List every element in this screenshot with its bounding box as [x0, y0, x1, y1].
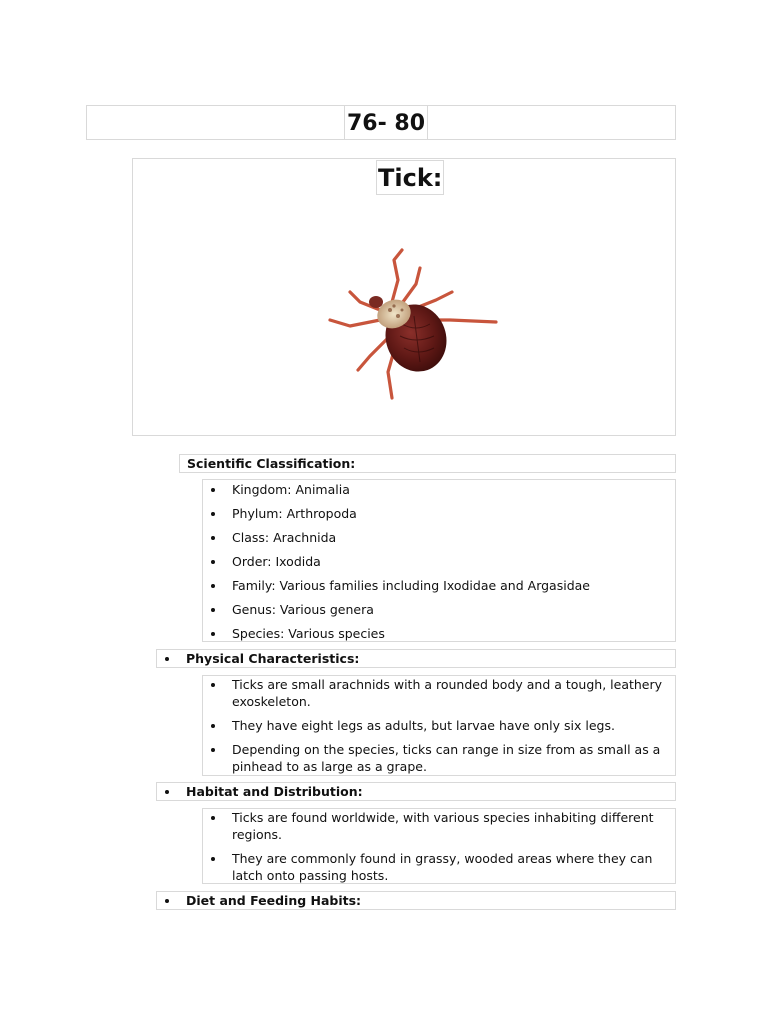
- classification-list: [202, 479, 676, 642]
- list-item: Phylum: Arthropoda: [232, 505, 668, 522]
- list-item: Kingdom: Animalia: [232, 481, 668, 498]
- list-item: They have eight legs as adults, but larvae have only six legs.: [232, 717, 668, 734]
- section-heading-habitat: Habitat and Distribution:: [156, 782, 676, 801]
- list-item: Species: Various species: [232, 625, 668, 642]
- section-heading-diet: Diet and Feeding Habits:: [156, 891, 676, 910]
- page-number: 76- 80: [344, 105, 428, 140]
- list-item: Depending on the species, ticks can range in size from as small as a pinhead to as large as a grape.: [232, 741, 668, 775]
- list-item: Order: Ixodida: [232, 553, 668, 570]
- list-item: Class: Arachnida: [232, 529, 668, 546]
- list-item: Family: Various families including Ixodidae and Argasidae: [232, 577, 668, 594]
- section-heading-classification: Scientific Classification:: [179, 454, 676, 473]
- physical-list: [202, 675, 676, 776]
- list-item: Ticks are small arachnids with a rounded body and a tough, leathery exoskeleton.: [232, 676, 668, 710]
- page-title: Tick:: [376, 160, 444, 195]
- list-item: Genus: Various genera: [232, 601, 668, 618]
- tick-illustration-icon: [310, 240, 510, 405]
- section-heading-physical: Physical Characteristics:: [156, 649, 676, 668]
- habitat-list: [202, 808, 676, 884]
- list-item: They are commonly found in grassy, wooded areas where they can latch onto passing hosts.: [232, 850, 668, 884]
- list-item: Ticks are found worldwide, with various species inhabiting different regions.: [232, 809, 668, 843]
